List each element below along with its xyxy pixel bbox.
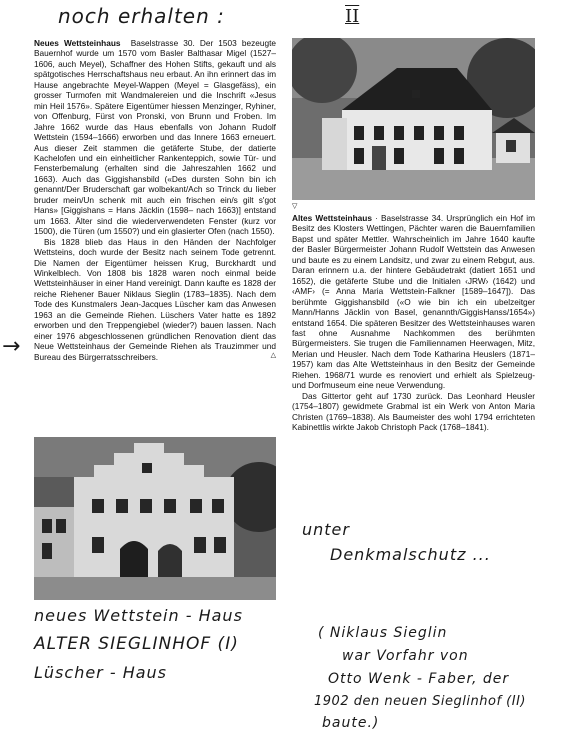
handwritten-note-denkmalschutz: Denkmalschutz ... xyxy=(330,545,491,564)
left-article-paragraph-2 xyxy=(34,237,276,362)
handwritten-roman-numeral-two: II xyxy=(345,6,360,27)
right-article-paragraph-2 xyxy=(292,391,535,433)
handwritten-note-luescher-haus: Lüscher - Haus xyxy=(34,663,168,682)
handwritten-note-vorfahr: war Vorfahr von xyxy=(342,648,469,664)
handwritten-note-niklaus-sieglin: ( Niklaus Sieglin xyxy=(318,625,448,641)
photo-altes-wettsteinhaus-image xyxy=(292,38,535,200)
photo-neues-wettsteinhaus xyxy=(34,437,276,600)
left-article-body-2: Bis 1828 blieb das Haus in den Händen der Nachfolger Wettsteins, doch wurde der Besitz nach seinem Tode getrennt. Die Namen der Eigentümer heissen Krug, Burckhardt und Winkelblech. Von 1808 bis 1828 waren noch einmal beide Wettsteinhäuser in einer Hand vereinigt. Dann kaufte es 1828 der reiche Riehener Bauer Niklaus Sieglin (1783–1835). Nach dem Tode des Kunstmalers Jean-Jacques Lüscher kam das Anwesen 1963 an die Gemeinde Riehen. Lüschers Vater hatte es 1892 erworben und den Treppengiebel (wieder?) bauen lassen. Nach einer 1976 abgeschlossenen gründlichen Renovation dient das Neue Wettsteinhaus der Gemeinde Riehen als Trauzimmer und Bureau des Bürgerratsschreibers. xyxy=(34,236,276,362)
left-article-body-1: Baselstrasse 30. Der 1503 bezeugte Bauernhof wurde um 1570 vom Basler Balthasar Migel (1527–1606, auch Meyel), Schaffner des Hohen Stifts, gekauft und als spätgotisches Herrschaftshaus neu erbaut. An ihn erinnert das im Hause angebrachte Meyel-Wappen (Meyel = Glasgefäss), ein grosser Turmofen mit Wandmalereien und die Inschrift «Jesus min Heil 1576». Spätere Eigentümer hiessen Menzinger, Ryhiner, von Offenburg, Fürst von Pronski, von Brunn und Froben. Im Jahre 1662 wurde das Haus ebenfalls von Johann Rudolf Wettstein (1594–1666) erworben und das Innere 1663 erneuert. Aus dieser Zeit stammen die getäferte Stube, der datierte Kachelofen und ein einheitlicher Rankenteppich, sowie Tür- und Fensterbemalung (erhalten sind die Jahreszahlen 1662 und 1663). Auch das Giggishansbild («Des dursten Sohn bin ich genannt/Der Bruderschaft gar wolbekant/Ach so Trinck du lieber bruder mein/Un schenk mit auch ein frischen ein/s gilt s'got Hans» [Giggishans = Hans Jäcklin (1598– nach 1663)] entstand um 1663. Älter sind die wiederverwendeten Fenster (kurz vor 1500), die Türen (um 1550?) und ein glasierter Ofen (nach 1550). xyxy=(34,38,276,237)
handwritten-note-baute: baute.) xyxy=(322,715,380,731)
left-article xyxy=(34,38,276,362)
left-article-end-mark: △ xyxy=(270,351,276,359)
right-article-body-1: Baselstrasse 34. Ursprünglich ein Hof im Besitz des Klosters Wettingen, Pächter waren die Bauernfamilien Bapst und später Mettler. Wahrscheinlich im Jahre 1640 kaufte der Basler Bürgermeister Johann Rudolf Wettstein das Anwesen und baute es zu einem Landsitz, und zwar zu einem Rebgut, aus. Daran erinnern u.a. der hintere Gebäudetrakt (datiert 1651 und 1652), die getäferte Stube und die Initialen ‹JRW› (1642) und ‹AMF› (= Anna Maria Wettstein-Falkner [1589–1647]). Das berühmte Giggishansbild («O wie bin ich ein ubelzeitger Mann/Hanns Jäcklin von Basel, genannth/GiggisHanss/1654») entstand 1654. Die späteren Besitzer des Wettsteinhauses waren fast ohne Ausnahme Nachkommen des berühmten Bürgermeisters. Sie trugen die Familiennamen Heerwagen, Mitz, Merian und Heusler. Nach dem Tode Katharina Heuslers (1871–1957) kam das Alte Wettsteinhaus in den Besitz der Gemeinde Riehen. 1968/71 wurde es renoviert und erhielt als Spielzeug- und Dorfmuseum eine neue Verwendung. xyxy=(292,213,535,391)
right-article-title: Altes Wettsteinhaus xyxy=(292,213,372,223)
handwritten-note-otto-wenk-faber: Otto Wenk - Faber, der xyxy=(328,671,510,687)
photo-mark-triangle: ▽ xyxy=(292,203,298,210)
handwritten-note-unter: unter xyxy=(302,520,350,539)
handwritten-arrow: → xyxy=(2,334,21,359)
handwritten-note-alter-sieglinhof: ALTER SIEGLINHOF (I) xyxy=(34,634,239,654)
photo-altes-wettsteinhaus xyxy=(292,38,535,200)
right-article xyxy=(292,213,535,433)
photo-neues-wettsteinhaus-image xyxy=(34,437,276,600)
right-article-body-2: Das Gittertor geht auf 1730 zurück. Das Leonhard Heusler (1754–1807) gewidmete Grabmal ist ein Werk von Anton Maria Christen (1769–1838). Als Baumeister des wohl 1794 errichteten Kabinettlis wirkte Jakob Christoph Pack (1768–1841). xyxy=(292,390,535,433)
left-article-paragraph-1 xyxy=(34,38,276,237)
handwritten-note-noch-erhalten: noch erhalten : xyxy=(58,4,225,28)
handwritten-note-neues-wettstein-haus: neues Wettstein - Haus xyxy=(34,606,243,625)
left-article-title: Neues Wettsteinhaus xyxy=(34,38,121,48)
right-article-paragraph-1: Altes Wettsteinhaus · Baselstrasse 34. Ursprünglich ein Hof im Besitz des Klosters Wettingen, Pächter waren die Bauernfamilien Bapst und später Mettler. Wahrscheinlich im Jahre 1640 kaufte der Basler Bürgermeister Johann Rudolf Wettstein das Anwesen und baute es zu einem Landsitz, und zwar zu einem Rebgut, aus. Daran erinnern u.a. der hintere Gebäudetrakt (datiert 1651 und 1652), die getäferte Stube und die Initialen ‹JRW› (1642) und ‹AMF› (= Anna Maria Wettstein-Falkner [1589–1647]). Das berühmte Giggishansbild («O wie bin ich ein ubelzeitger Mann/Hanns Jäcklin von Basel, genannth/GiggisHanss/1654») entstand 1654. Die späteren Besitzer des Wettsteinhauses waren fast ohne Ausnahme Nachkommen des berühmten Bürgermeisters. Sie trugen die Familiennamen Heerwagen, Mitz, Merian und Heusler. Nach dem Tode Katharina Heuslers (1871–1957) kam das Alte Wettsteinhaus in den Besitz der Gemeinde Riehen. 1968/71 wurde es renoviert und erhielt als Spielzeug- und Dorfmuseum eine neue Verwendung. xyxy=(292,213,535,391)
handwritten-note-neuen-sieglinhof: 1902 den neuen Sieglinhof (II) xyxy=(314,694,526,709)
